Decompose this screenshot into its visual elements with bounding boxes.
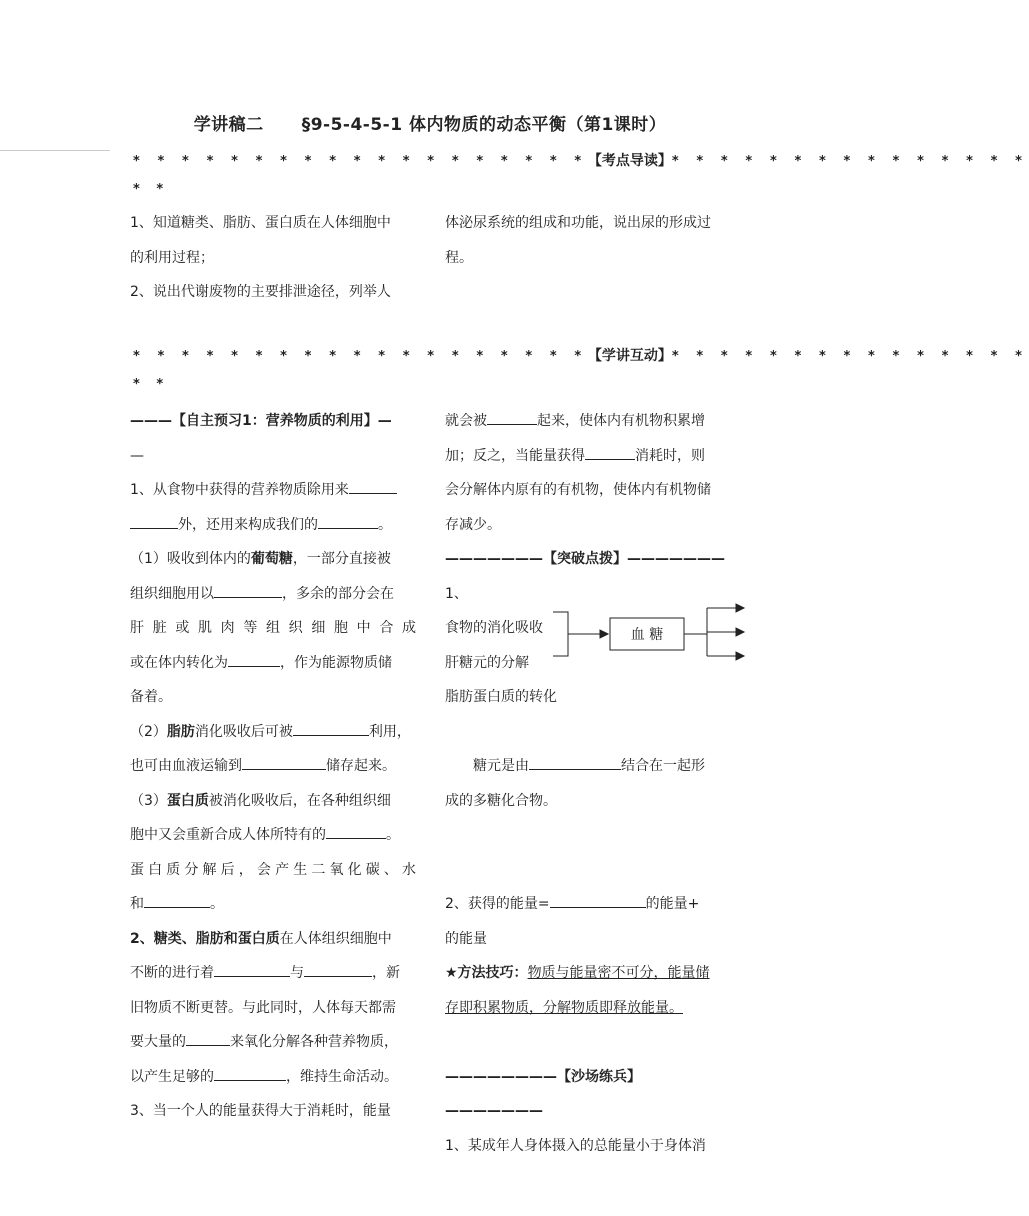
- answer-blank[interactable]: [186, 1029, 230, 1046]
- banner-interaction: * * * * * * * * * * * * * * * * * * *【学讲互动】* * * * * * * * * * * * * * *: [133, 348, 1029, 364]
- objectives-left: 1、知道糖类、脂肪、蛋白质在人体细胞中 的利用过程； 2、说出代谢废物的主要排泄途径，列举人: [130, 215, 391, 300]
- arrow-head: [600, 630, 608, 638]
- method-label: ★方法技巧：: [445, 965, 528, 981]
- right-column: 就会被 起来，使体内有机物积累增 加；反之，当能量获得 消耗时，则 会分解体内原有的有机物，使体内有机物储 存减少。 ———————【突破点拨】——————— 1、 食物的消化吸收 肝糖元的分解 脂肪蛋白质的转化 糖元是由 结合在一起形 成的多糖化合物。 2、获得的能量= 的能量+ 的能量 ★方法技巧：物质与能量密不可分，能量储 存即积累物质，分解物质即释放能量。 ————————【沙场练兵】——————— 1、某成年人身体摄入的总能量小于身体消: [445, 404, 731, 1163]
- page-title: [0, 110, 860, 135]
- bracket-line: [553, 612, 568, 656]
- answer-blank[interactable]: [214, 960, 290, 977]
- breakthrough-heading: ———————【突破点拨】———————: [445, 551, 725, 567]
- answer-blank[interactable]: [585, 443, 635, 460]
- answer-blank[interactable]: [326, 822, 386, 839]
- answer-blank[interactable]: [214, 581, 282, 598]
- title-lesson: 学讲稿二: [193, 115, 264, 135]
- source-conversion: 脂肪蛋白质的转化: [445, 689, 557, 705]
- answer-blank[interactable]: [349, 477, 397, 494]
- source-digestion: 食物的消化吸收: [445, 620, 543, 636]
- answer-blank[interactable]: [144, 891, 210, 908]
- answer-blank[interactable]: [318, 512, 378, 529]
- answer-blank[interactable]: [242, 753, 326, 770]
- source-glycogen: 肝糖元的分解: [445, 654, 529, 671]
- section-label-key-points: 【考点导读】: [587, 153, 672, 169]
- title-topic: §9-5-4-5-1 体内物质的动态平衡（第1课时）: [301, 115, 667, 135]
- left-column: ———【自主预习1：营养物质的利用】— — 1、从食物中获得的营养物质除用来 外，还用来构成我们的 。 （1）吸收到体内的葡萄糖，一部分直接被 组织细胞用以 ，多余的部分会在 肝脏或肌肉等组织细胞中合成 或在体内转化为 ，作为能源物质储 备着。 （2）脂肪消化吸收后可被 利用， 也可由血液运输到 储存起来。 （3）蛋白质被消化吸收后，在各种组织细 胞中又会重新合成人体所特有的 。 蛋白质分解后，会产生二氧化碳、水 和 。 2、糖类、脂肪和蛋白质在人体组织细胞中 不断的进行着 与 ，新 旧物质不断更替。与此同时，人体每天都需 要大量的 来氧化分解各种营养物质， 以产生足够的 ，维持生命活动。 3、当一个人的能量获得大于消耗时，能量: [130, 404, 416, 1129]
- banner-key-points-wrap: * *: [133, 182, 170, 197]
- preview-heading: ———【自主预习1：营养物质的利用】—: [130, 413, 392, 429]
- answer-blank[interactable]: [304, 960, 372, 977]
- answer-blank[interactable]: [214, 1064, 286, 1081]
- answer-blank[interactable]: [487, 408, 537, 425]
- practice-heading: ————————【沙场练兵】———————: [445, 1068, 641, 1119]
- banner-interaction-wrap: * *: [133, 377, 170, 392]
- answer-blank[interactable]: [529, 753, 621, 770]
- header-rule: [0, 150, 110, 151]
- answer-blank[interactable]: [550, 891, 646, 908]
- answer-blank[interactable]: [130, 512, 178, 529]
- answer-blank[interactable]: [228, 650, 280, 667]
- section-label-interaction: 【学讲互动】: [587, 348, 672, 364]
- blood-sugar-label: 血 糖: [630, 627, 664, 643]
- banner-key-points: * * * * * * * * * * * * * * * * * * *【考点导读】* * * * * * * * * * * * * * *: [133, 153, 1029, 169]
- objectives-right: 体泌尿系统的组成和功能，说出尿的形成过 程。: [445, 215, 711, 266]
- blood-sugar-diagram: [445, 600, 745, 700]
- answer-blank[interactable]: [293, 719, 369, 736]
